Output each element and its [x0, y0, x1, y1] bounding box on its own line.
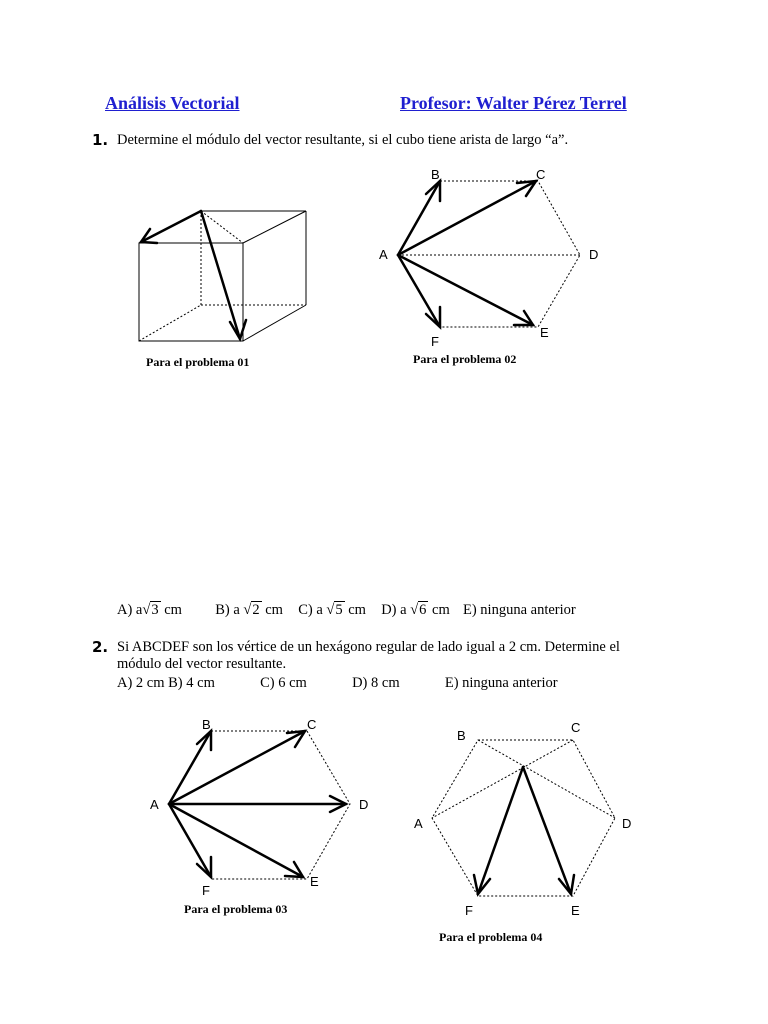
fig3-label-F: F	[202, 883, 210, 898]
figure-4-caption: Para el problema 04	[439, 930, 543, 944]
q2-answer-b: B) 4 cm	[168, 675, 215, 691]
fig3-label-C: C	[307, 717, 317, 732]
fig4-label-C: C	[571, 720, 581, 735]
q2-answer-c: C) 6 cm	[260, 675, 307, 691]
q1-answer-a: A) a√3 cm	[117, 602, 182, 618]
fig2-label-B: B	[431, 167, 440, 182]
fig4-label-B: B	[457, 728, 466, 743]
question-1-number: 1.	[92, 131, 109, 149]
fig4-label-F: F	[465, 903, 473, 918]
fig2-label-D: D	[589, 247, 599, 262]
fig2-label-F: F	[431, 334, 439, 349]
q1-answer-e: E) ninguna anterior	[463, 602, 576, 618]
question-2-number: 2.	[92, 638, 109, 656]
header-course-title: Análisis Vectorial	[105, 93, 240, 113]
fig4-label-A: A	[414, 816, 423, 831]
header-professor: Profesor: Walter Pérez Terrel	[400, 93, 627, 113]
fig3-label-E: E	[310, 874, 319, 889]
fig3-label-D: D	[359, 797, 369, 812]
fig4-label-D: D	[622, 816, 632, 831]
question-2-text-line1: Si ABCDEF son los vértice de un hexágono regular de lado igual a 2 cm. Determine el	[117, 639, 620, 655]
hexagon-4-diagonal-CA	[432, 740, 573, 818]
figure-3-caption: Para el problema 03	[184, 902, 288, 916]
figure-1-caption: Para el problema 01	[146, 355, 250, 369]
q2-answer-a: A) 2 cm	[117, 675, 165, 691]
q2-answer-d: D) 8 cm	[352, 675, 400, 691]
question-1-text: Determine el módulo del vector resultante, si el cubo tiene arista de largo “a”.	[117, 132, 569, 148]
q2-answer-e: E) ninguna anterior	[444, 675, 558, 691]
q1-answer-b: B) a √2 cm	[215, 602, 283, 618]
hexagon-4-diagonal-BD	[478, 740, 615, 818]
fig3-label-A: A	[150, 797, 159, 812]
figure-2-caption: Para el problema 02	[413, 352, 517, 366]
vector-OE	[523, 767, 571, 894]
hexagon-4-edges	[432, 740, 615, 896]
vector-OF	[478, 767, 523, 894]
q1-answer-d: D) a √6 cm	[381, 602, 450, 618]
fig2-label-C: C	[536, 167, 546, 182]
fig2-label-A: A	[379, 247, 388, 262]
q1-answer-c: C) a √5 cm	[298, 602, 366, 618]
question-2-text-line2: módulo del vector resultante.	[117, 656, 287, 672]
fig2-label-E: E	[540, 325, 549, 340]
fig3-label-B: B	[202, 717, 211, 732]
fig4-label-E: E	[571, 903, 580, 918]
